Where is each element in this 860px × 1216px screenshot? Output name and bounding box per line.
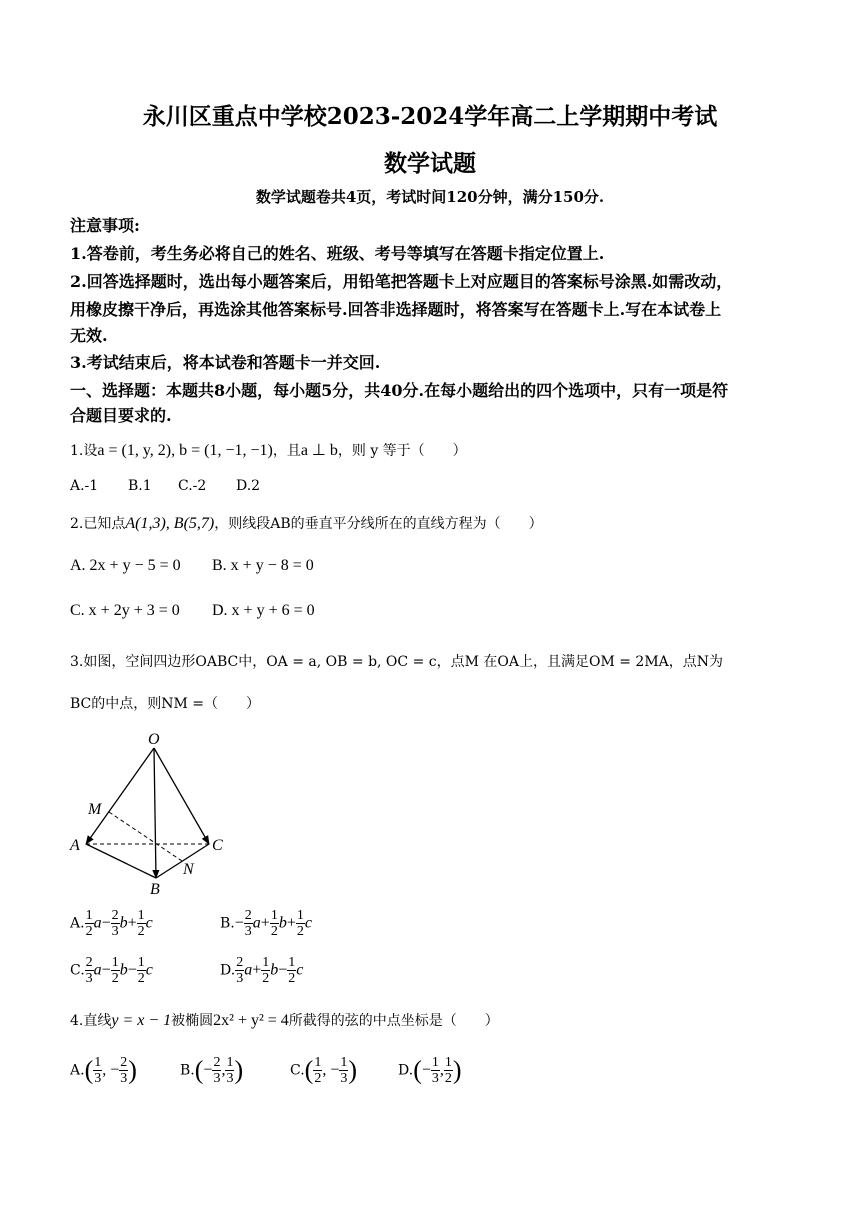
- q1-option-a: A.-1: [70, 478, 99, 494]
- q4-option-c: C.( $\frac{1}{2}$ , − $\frac{1}{3}$ ): [290, 1055, 358, 1086]
- notice-item-2-line-1: 2.回答选择题时，选出每小题答案后，用铅笔把答题卡上对应题目的答案标号涂黑.如需改动，: [70, 272, 733, 291]
- q2-option-c: C. x + 2y + 3 = 0: [70, 602, 180, 619]
- q4-option-b: B.(− $\frac{2}{3}$ , $\frac{1}{3}$ ): [180, 1055, 244, 1086]
- q3-option-b: B.− $\frac{2}{3}$ a+ $\frac{1}{2}$ b+ $\frac{1}{2}$ c: [220, 908, 312, 939]
- q1-option-b: B.1: [128, 478, 152, 494]
- q3-option-c: C. $\frac{2}{3}$ a− $\frac{1}{2}$ b− $\frac{1}{2}$ c: [70, 955, 153, 986]
- q3-option-a: A. $\frac{1}{2}$ a− $\frac{2}{3}$ b+ $\frac{1}{2}$ c: [70, 908, 153, 939]
- label-m: M: [88, 801, 102, 818]
- q4-option-d: D.(− $\frac{1}{3}$ , $\frac{1}{2}$ ): [398, 1055, 462, 1086]
- q4-mid: 被椭圆: [171, 1013, 214, 1029]
- q1-mid: ，且: [272, 443, 301, 459]
- q1-vectors: a = (1, y, 2), b = (1, −1, −1): [97, 442, 273, 459]
- label-n: N: [183, 861, 194, 878]
- q1-condition: a ⊥ b: [300, 442, 338, 459]
- notice-heading: 注意事项:: [70, 216, 140, 235]
- q4-line-equation: y = x − 1: [111, 1012, 172, 1029]
- question-2-stem: [70, 513, 543, 533]
- q2-suffix: ，则线段AB的垂直平分线所在的直线方程为（ ）: [214, 516, 543, 532]
- question-4-stem: [70, 1010, 499, 1030]
- section-1-heading-line-1: 一、选择题：本题共8小题，每小题5分，共40分.在每小题给出的四个选项中，只有一项是符: [70, 381, 729, 400]
- notice-item-3: 3.考试结束后，将本试卷和答题卡一并交回.: [70, 353, 381, 372]
- q2-points: A(1,3), B(5,7): [125, 515, 215, 532]
- segment-mn-dashed: [109, 812, 182, 861]
- label-o: O: [148, 731, 160, 748]
- section-1-heading-line-2: 合题目要求的.: [70, 406, 172, 425]
- notice-item-2-line-2: 用橡皮擦干净后，再选涂其他答案标号.回答非选择题时，将答案写在答题卡上.写在本试卷上: [70, 300, 722, 319]
- q2-option-a: A. 2x + y − 5 = 0: [70, 557, 181, 574]
- q1-prefix: 1.设: [70, 443, 98, 459]
- q1-option-c: C.-2: [178, 478, 207, 494]
- question-3-stem-line-1: 3.如图，空间四边形OABC中，OA = a, OB = b, OC = c，点M 在OA上，且满足OM = 2MA，点N为: [70, 654, 724, 670]
- exam-info: 数学试题卷共4页，考试时间120分钟，满分150分.: [255, 188, 605, 206]
- edge-oa: [86, 748, 154, 844]
- notice-item-2-line-3: 无效.: [70, 326, 108, 345]
- tetrahedron-figure: [64, 728, 234, 898]
- q2-prefix: 2.已知点: [70, 516, 126, 532]
- q3-option-d: D. $\frac{2}{3}$ a+ $\frac{1}{2}$ b− $\frac{1}{2}$ c: [220, 955, 304, 986]
- q4-option-a: A.( $\frac{1}{3}$ , − $\frac{2}{3}$ ): [70, 1055, 137, 1086]
- label-b: B: [150, 881, 160, 898]
- notice-item-1: 1.答卷前，考生务必将自己的姓名、班级、考号等填写在答题卡指定位置上.: [70, 244, 605, 263]
- edge-ob: [154, 748, 156, 878]
- question-1-stem: [70, 440, 467, 460]
- q1-suffix: ，则 y 等于（ ）: [337, 443, 467, 459]
- q2-option-b: B. x + y − 8 = 0: [212, 557, 314, 574]
- label-a: A: [70, 837, 80, 854]
- question-3-stem-line-2: BC的中点，则NM =（ ）: [70, 696, 261, 712]
- label-c: C: [212, 837, 223, 854]
- q4-suffix: 所截得的弦的中点坐标是（ ）: [288, 1013, 499, 1029]
- edge-oc: [154, 748, 209, 844]
- exam-title: 永川区重点中学校2023-2024学年高二上学期期中考试: [142, 103, 718, 130]
- q1-option-d: D.2: [236, 478, 261, 494]
- q4-prefix: 4.直线: [70, 1013, 112, 1029]
- q4-ellipse-equation: 2x² + y² = 4: [213, 1012, 289, 1029]
- exam-subtitle: 数学试题: [384, 150, 476, 177]
- edge-ab: [86, 844, 156, 878]
- q2-option-d: D. x + y + 6 = 0: [212, 602, 315, 619]
